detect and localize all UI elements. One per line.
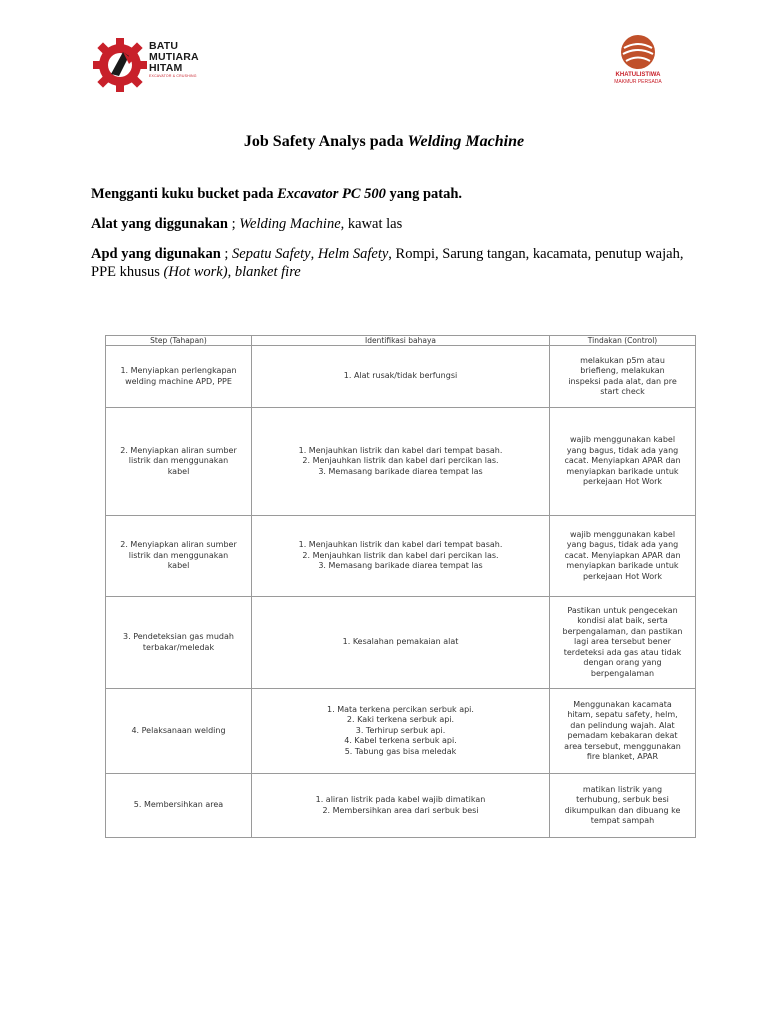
cell-line: dan pelindung wajah. Alat xyxy=(570,720,675,730)
cell-line: 1. Menyiapkan perlengkapan xyxy=(120,366,237,375)
cell-line: terbakar/meledak xyxy=(142,642,215,652)
cell-line: cacat. Menyiapkan APAR dan xyxy=(564,456,681,466)
apd-italic-2: Helm Safety xyxy=(317,246,389,262)
apd-comma-1: , xyxy=(310,246,318,262)
cell-line: listrik dan menggunakan xyxy=(128,550,229,560)
cell-line: wajib menggunakan kabel xyxy=(569,529,676,539)
cell-line: listrik dan menggunakan xyxy=(128,456,229,466)
control-cell xyxy=(550,516,696,597)
cell-line: 2. Menjauhkan listrik dan kabel dari percikan las. xyxy=(302,456,499,466)
cell-line: tempat sampah xyxy=(590,816,655,825)
apd-line xyxy=(91,245,691,281)
table-header-row xyxy=(106,336,696,346)
cell-line: melakukan p5m atau xyxy=(580,355,665,365)
header-hazard: Identifikasi bahaya xyxy=(252,336,550,346)
tools-separator: ; xyxy=(228,216,240,232)
cell-line: 2. Menyiapkan aliran sumber xyxy=(120,445,237,455)
cell-line: 5. Membersihkan area xyxy=(133,800,224,810)
apd-italic-1: Sepatu Safety xyxy=(232,246,311,262)
task-description xyxy=(91,185,691,203)
apd-italic-3: (Hot work) xyxy=(163,264,228,280)
apd-label: Apd yang digunakan xyxy=(91,246,221,262)
table-row xyxy=(106,516,696,597)
tools-italic: Welding Machine xyxy=(239,216,341,232)
logo-line-2: MUTIARA xyxy=(149,51,199,63)
cell-line: welding machine APD, PPE xyxy=(125,376,232,386)
cell-line: 3. Pendeteksian gas mudah xyxy=(123,632,234,641)
hazard-cell xyxy=(252,774,550,838)
title-text: Job Safety Analys pada xyxy=(243,133,408,150)
tools-rest: , kawat las xyxy=(340,216,403,232)
cell-line: 4. Kabel terkena serbuk api. xyxy=(344,736,457,746)
step-cell xyxy=(106,774,252,838)
step-cell xyxy=(106,408,252,516)
cell-line: kabel xyxy=(167,466,190,476)
cell-line: fire blanket, APAR xyxy=(586,752,659,761)
cell-line: Pastikan untuk pengecekan xyxy=(567,605,678,615)
hazard-cell xyxy=(252,346,550,408)
apd-separator: ; xyxy=(220,246,233,262)
cell-line: dikumpulkan dan dibuang ke xyxy=(564,805,681,815)
cell-line: kabel xyxy=(167,561,190,571)
logo-line-1: BATU xyxy=(149,40,179,52)
hazard-cell xyxy=(252,689,550,774)
cell-line: matikan listrik yang xyxy=(582,784,663,794)
cell-line: pemadam kebakaran dekat xyxy=(567,731,678,740)
cell-line: 1. Kesalahan pemakaian alat xyxy=(342,637,459,647)
cell-line: berpengalaman xyxy=(590,668,655,678)
step-cell xyxy=(106,346,252,408)
cell-line: 4. Pelaksanaan welding xyxy=(131,725,226,735)
cell-line: perkejaan Hot Work xyxy=(582,477,663,487)
logo-company-name: KHATULISTIWA xyxy=(615,72,661,78)
cell-line: 2. Menyiapkan aliran sumber xyxy=(120,540,237,550)
cell-line: berpengalaman, dan pastikan xyxy=(562,626,683,636)
cell-line: dengan orang yang xyxy=(583,658,662,668)
cell-line: start check xyxy=(600,387,645,396)
cell-line: yang bagus, tidak ada yang xyxy=(566,445,679,455)
task-italic: Excavator PC 500 xyxy=(277,186,386,202)
globe-icon xyxy=(620,34,656,70)
apd-comma-2: , xyxy=(227,264,235,280)
cell-line: 1. Menjauhkan listrik dan kabel dari tempat basah. xyxy=(298,540,503,550)
cell-line: wajib menggunakan kabel xyxy=(569,435,676,445)
task-part1: Mengganti kuku bucket pada xyxy=(91,186,278,202)
table-row xyxy=(106,346,696,408)
jsa-table xyxy=(105,335,696,838)
cell-line: 2. Kaki terkena serbuk api. xyxy=(346,715,455,725)
tools-line xyxy=(91,215,691,233)
title-italic: Welding Machine xyxy=(407,133,525,150)
apd-italic-4: blanket fire xyxy=(234,264,301,280)
control-cell xyxy=(550,689,696,774)
tools-label: Alat yang diggunakan xyxy=(91,216,228,232)
cell-line: menyiapkan barikade untuk xyxy=(566,561,679,571)
cell-line: 3. Terhirup serbuk api. xyxy=(355,725,446,735)
header-step: Step (Tahapan) xyxy=(106,336,252,346)
cell-line: 1. aliran listrik pada kabel wajib dimatikan xyxy=(315,795,486,804)
gear-excavator-icon xyxy=(93,34,151,96)
khatulistiwa-logo xyxy=(598,34,678,96)
cell-line: cacat. Menyiapkan APAR dan xyxy=(564,550,681,560)
control-cell xyxy=(550,346,696,408)
table-row xyxy=(106,408,696,516)
cell-line: area tersebut, menggunakan xyxy=(564,741,681,751)
table-row xyxy=(106,689,696,774)
cell-line: yang bagus, tidak ada yang xyxy=(566,540,679,550)
cell-line: kondisi alat baik, serta xyxy=(577,616,668,626)
apd-rest: , Rompi, Sarung tangan, kacamata, penutup wajah, PPE khusus xyxy=(91,246,684,280)
cell-line: terdeteksi ada gas atau tidak xyxy=(563,647,682,657)
cell-line: inspeksi pada alat, dan pre xyxy=(568,376,677,386)
step-cell xyxy=(106,597,252,689)
cell-line: 3. Memasang barikade diarea tempat las xyxy=(318,561,483,571)
control-cell xyxy=(550,774,696,838)
cell-line: briefieng, melakukan xyxy=(580,366,665,375)
cell-line: terhubung, serbuk besi xyxy=(576,795,669,804)
cell-line: 5. Tabung gas bisa meledak xyxy=(344,746,457,756)
hazard-cell xyxy=(252,408,550,516)
cell-line: hitam, sepatu safety, helm, xyxy=(567,710,678,719)
step-cell xyxy=(106,689,252,774)
batu-mutiara-hitam-logo xyxy=(93,34,208,96)
task-part2: yang patah. xyxy=(385,186,463,202)
page-title xyxy=(0,133,768,151)
cell-line: 1. Alat rusak/tidak berfungsi xyxy=(343,371,458,381)
cell-line: lagi area tersebut bener xyxy=(574,637,671,647)
step-cell xyxy=(106,516,252,597)
logo-tagline: EXCAVATOR & CRUSHING xyxy=(149,74,197,78)
cell-line: 1. Mata terkena percikan serbuk api. xyxy=(327,704,474,714)
table-row xyxy=(106,597,696,689)
control-cell xyxy=(550,408,696,516)
logo-company-subname: MAKMUR PERSADA xyxy=(614,79,662,85)
cell-line: 2. Membersihkan area dari serbuk besi xyxy=(322,805,479,815)
logo-line-3: HITAM xyxy=(149,62,183,74)
cell-line: menyiapkan barikade untuk xyxy=(566,466,679,476)
hazard-cell xyxy=(252,597,550,689)
control-cell xyxy=(550,597,696,689)
cell-line: 2. Menjauhkan listrik dan kabel dari percikan las. xyxy=(302,550,499,560)
cell-line: Menggunakan kacamata xyxy=(573,699,672,709)
cell-line: 3. Memasang barikade diarea tempat las xyxy=(318,466,483,476)
hazard-cell xyxy=(252,516,550,597)
table-row xyxy=(106,774,696,838)
header-control: Tindakan (Control) xyxy=(550,336,696,346)
cell-line: 1. Menjauhkan listrik dan kabel dari tempat basah. xyxy=(298,445,503,455)
cell-line: perkejaan Hot Work xyxy=(582,571,663,581)
